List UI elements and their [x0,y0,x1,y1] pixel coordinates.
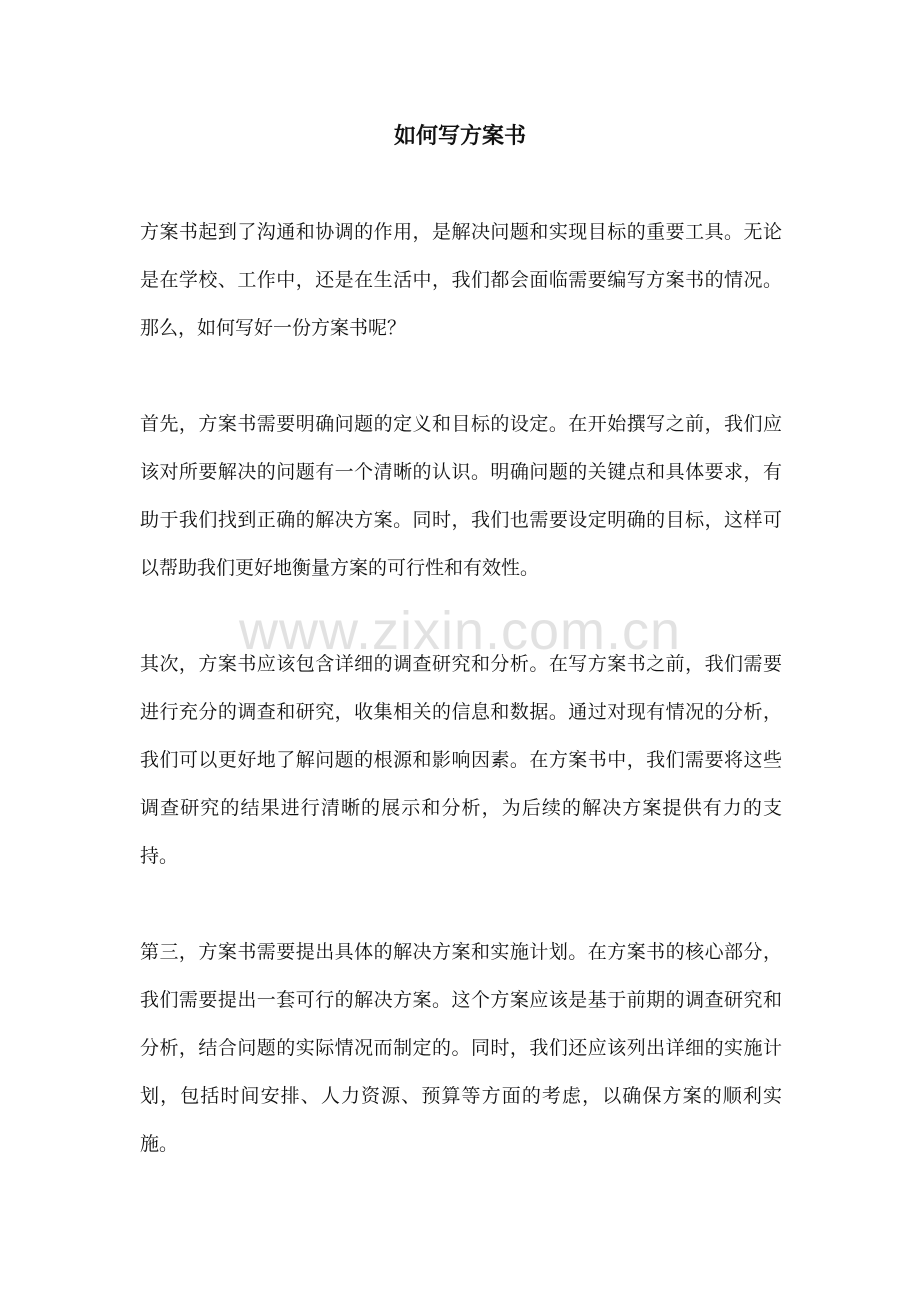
paragraph-first-point: 首先，方案书需要明确问题的定义和目标的设定。在开始撰写之前，我们应该对所要解决的问题有一个清晰的认识。明确问题的关键点和具体要求，有助于我们找到正确的解决方案。同时，我们也需要设定明确的目标，这样可以帮助我们更好地衡量方案的可行性和有效性。 [140,413,782,579]
paragraph-second-point: 其次，方案书应该包含详细的调查研究和分析。在写方案书之前，我们需要进行充分的调查和研究，收集相关的信息和数据。通过对现有情况的分析，我们可以更好地了解问题的根源和影响因素。在方案书中，我们需要将这些调查研究的结果进行清晰的展示和分析，为后续的解决方案提供有力的支持。 [140,653,782,867]
document-title: 如何写方案书 [393,123,526,149]
paragraph-intro: 方案书起到了沟通和协调的作用，是解决问题和实现目标的重要工具。无论是在学校、工作中，还是在生活中，我们都会面临需要编写方案书的情况。那么，如何写好一份方案书呢？ [140,221,782,339]
watermark-text: www.zixin.com.cn [238,601,682,661]
paragraph-third-point: 第三，方案书需要提出具体的解决方案和实施计划。在方案书的核心部分，我们需要提出一套可行的解决方案。这个方案应该是基于前期的调查研究和分析，结合问题的实际情况而制定的。同时，我们还应该列出详细的实施计划，包括时间安排、人力资源、预算等方面的考虑，以确保方案的顺利实施。 [140,941,782,1155]
